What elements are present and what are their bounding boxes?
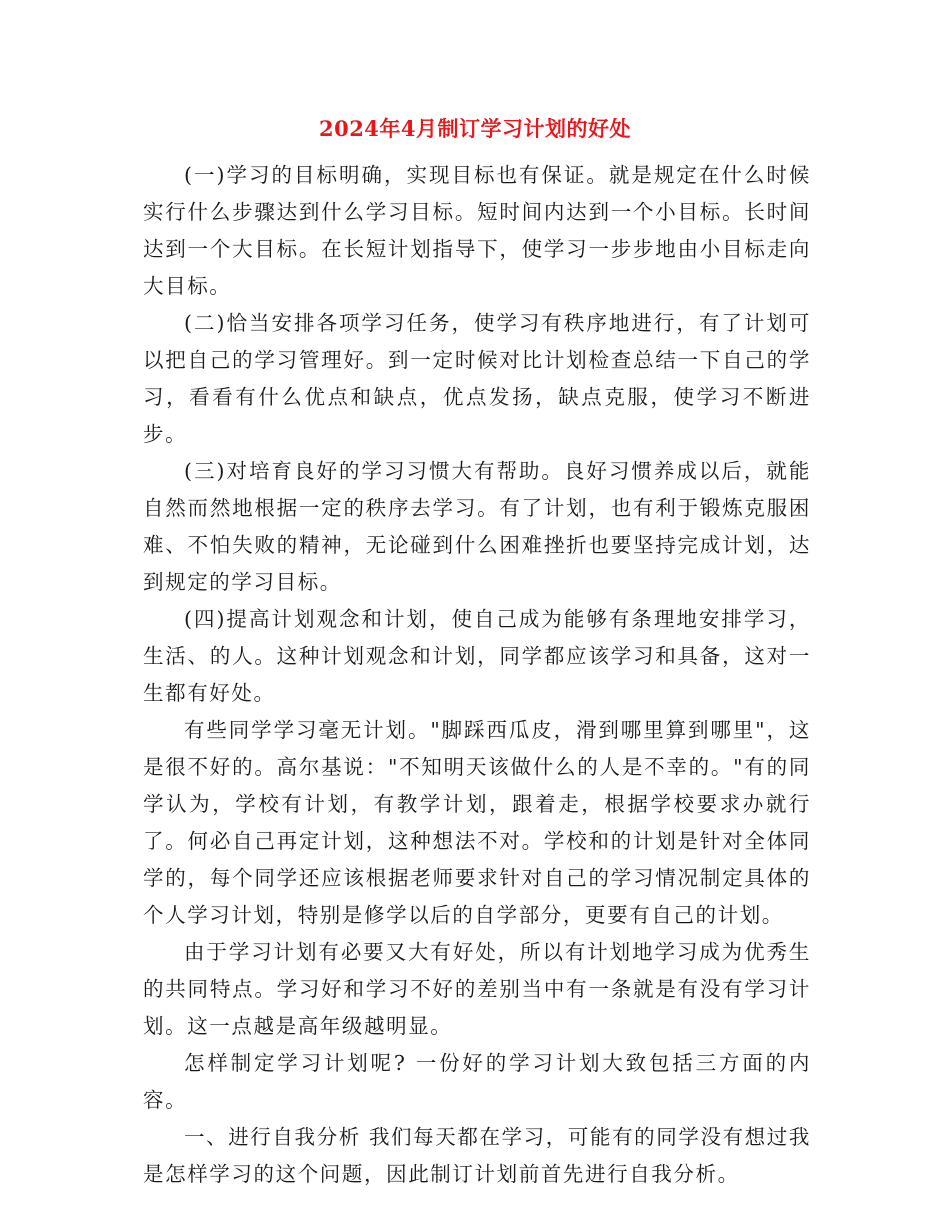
paragraph-5: 有些同学学习毫无计划。"脚踩西瓜皮，滑到哪里算到哪里"，这是很不好的。高尔基说："不知明天该做什么的人是不幸的。"有的同学认为，学校有计划，有教学计划，跟着走，根据学校要求办就行了。何必自己再定计划，这种想法不对。学校和的计划是针对全体同学的，每个同学还应该根据老师要求针对自己的学习情况制定具体的个人学习计划，特别是修学以后的自学部分，更要有自己的计划。: [143, 718, 811, 927]
paragraph-2: (二)恰当安排各项学习任务，使学习有秩序地进行，有了计划可以把自己的学习管理好。到一定时候对比计划检查总结一下自己的学习，看看有什么优点和缺点，优点发扬，缺点克服，使学习不断进步。: [143, 311, 811, 446]
document-body: [143, 157, 811, 1193]
paragraph-1: (一)学习的目标明确，实现目标也有保证。就是规定在什么时候实行什么步骤达到什么学习目标。短时间内达到一个小目标。长时间达到一个大目标。在长短计划指导下，使学习一步步地由小目标走向大目标。: [143, 163, 811, 298]
paragraph-7: 怎样制定学习计划呢? 一份好的学习计划大致包括三方面的内容。: [143, 1051, 811, 1112]
paragraph-8: 一、进行自我分析 我们每天都在学习，可能有的同学没有想过我是怎样学习的这个问题，因此制订计划前首先进行自我分析。: [143, 1125, 811, 1186]
paragraph-6: 由于学习计划有必要又大有好处，所以有计划地学习成为优秀生的共同特点。学习好和学习不好的差别当中有一条就是有没有学习计划。这一点越是高年级越明显。: [143, 940, 811, 1038]
paragraph-3: (三)对培育良好的学习习惯大有帮助。良好习惯养成以后，就能自然而然地根据一定的秩序去学习。有了计划，也有利于锻炼克服困难、不怕失败的精神，无论碰到什么困难挫折也要坚持完成计划，达到规定的学习目标。: [143, 459, 811, 594]
document-title: 2024年4月制订学习计划的好处: [318, 116, 632, 141]
paragraph-4: (四)提高计划观念和计划，使自己成为能够有条理地安排学习，生活、的人。这种计划观念和计划，同学都应该学习和具备，这对一生都有好处。: [143, 607, 811, 705]
